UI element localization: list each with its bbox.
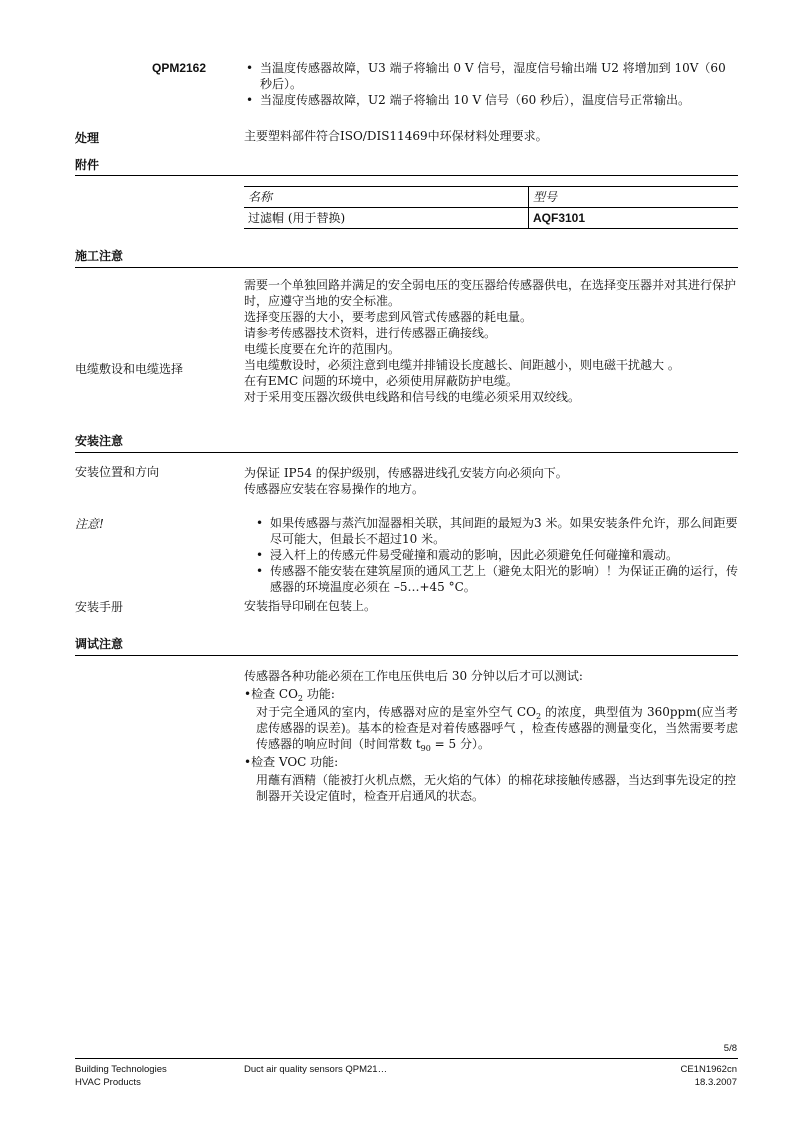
- page-number: 5/8: [723, 1043, 737, 1054]
- section-divider: [75, 655, 738, 656]
- commissioning-text: [244, 668, 738, 804]
- note-label: 注意!: [75, 517, 104, 531]
- accessories-heading: 附件: [75, 158, 100, 172]
- disposal-text: 主要塑料部件符合ISO/DIS11469中环保材料处理要求。: [244, 129, 548, 143]
- section-divider: [75, 175, 738, 176]
- footer-doc-title: Duct air quality sensors QPM21…: [244, 1064, 388, 1075]
- note-bullet-list: [254, 515, 738, 595]
- paragraph: 需要一个单独回路并满足的安全弱电压的变压器给传感器供电，在选择变压器并对其进行保护时，应遵守当地的安全标准。: [244, 278, 737, 308]
- list-item: • 当温度传感器故障，U3 端子将输出 0 V 信号，湿度信号输出端 U2 将增加到 10V（60 秒后）。: [244, 60, 738, 92]
- fault-bullet-list: [244, 60, 738, 108]
- mounting-heading: 安装注意: [75, 434, 124, 448]
- list-item: • 传感器不能安装在建筑屋顶的通风工艺上（避免太阳光的影响）！为保证正确的运行，传感器的环境温度必须在 –5…+45 °C。: [254, 563, 738, 595]
- paragraph: 电缆长度要在允许的范围内。: [244, 342, 401, 356]
- table-cell-name: 过滤帽 (用于替换): [248, 211, 346, 225]
- voc-check-bullet: •检查 VOC 功能:: [244, 755, 339, 769]
- division-line: HVAC Products: [75, 1077, 141, 1088]
- table-header-name: 名称: [248, 190, 273, 204]
- paragraph: 请参考传感器技术资料，进行传感器正确接线。: [244, 326, 497, 340]
- list-item: • 当湿度传感器故障，U2 端子将输出 10 V 信号（60 秒后），温度信号正常输出。: [244, 92, 738, 108]
- section-divider: [75, 267, 738, 268]
- commissioning-heading: 调试注意: [75, 637, 124, 651]
- list-item: • 浸入杆上的传感元件易受碰撞和震动的影响，因此必须避免任何碰撞和震动。: [254, 547, 738, 563]
- accessories-table: [244, 186, 738, 229]
- voc-check-text: 用蘸有酒精（能被打火机点燃，无火焰的气体）的棉花球接触传感器，当达到事先设定的控制器开关设定值时，检查开启通风的状态。: [256, 773, 737, 803]
- company-line: Building Technologies: [75, 1064, 167, 1075]
- location-text: [244, 465, 738, 497]
- paragraph: 传感器各种功能必须在工作电压供电后 30 分钟以后才可以测试:: [244, 669, 583, 683]
- paragraph: 选择变压器的大小，要考虑到风管式传感器的耗电量。: [244, 310, 533, 324]
- co2-check-bullet: •检查 $CO_2$ 功能:: [244, 687, 335, 703]
- doc-date: 18.3.2007: [694, 1077, 737, 1088]
- footer-divider: [75, 1058, 738, 1059]
- table-row: [244, 208, 738, 229]
- paragraph: 为保证 IP54 的保护级别，传感器进线孔安装方向必须向下。: [244, 466, 568, 480]
- list-item: • 如果传感器与蒸汽加湿器相关联，其间距的最短为3 米。如果安装条件允许，那么间距要尽可能大，但最长不超过10 米。: [254, 515, 738, 547]
- model-label: QPM2162: [152, 61, 207, 75]
- table-cell-type: AQF3101: [529, 208, 739, 229]
- footer-doc-info: [680, 1063, 737, 1089]
- paragraph: 当电缆敷设时，必须注意到电缆并排铺设长度越长、间距越小，则电磁干扰越大 。: [244, 358, 680, 372]
- section-divider: [75, 452, 738, 453]
- manual-label: 安装手册: [75, 600, 124, 614]
- engineering-text: [244, 277, 738, 405]
- cable-side-label: 电缆敷设和电缆选择: [75, 362, 184, 376]
- table-header-type: 型号: [529, 187, 739, 208]
- manual-text: 安装指导印刷在包装上。: [244, 599, 377, 613]
- paragraph: 对于采用变压器次级供电线路和信号线的电缆必须采用双绞线。: [244, 390, 581, 404]
- paragraph: 传感器应安装在容易操作的地方。: [244, 482, 425, 496]
- paragraph: 在有EMC 问题的环境中，必须使用屏蔽防护电缆。: [244, 374, 519, 388]
- engineering-heading: 施工注意: [75, 249, 124, 263]
- disposal-heading: 处理: [75, 131, 100, 145]
- footer-company: [75, 1063, 167, 1089]
- co2-check-text: 对于完全通风的室内，传感器对应的是室外空气 $CO_2$ 的浓度，典型值为 360ppm(应当考虑传感器的误差)。基本的检查是对着传感器呼气 ，检查传感器的测量变化，当然需要考虑传感器的响应时间（时间常数 $t_{90} = 5$ 分）。: [256, 705, 738, 753]
- doc-code: CE1N1962cn: [680, 1064, 737, 1075]
- location-label: 安装位置和方向: [75, 465, 160, 479]
